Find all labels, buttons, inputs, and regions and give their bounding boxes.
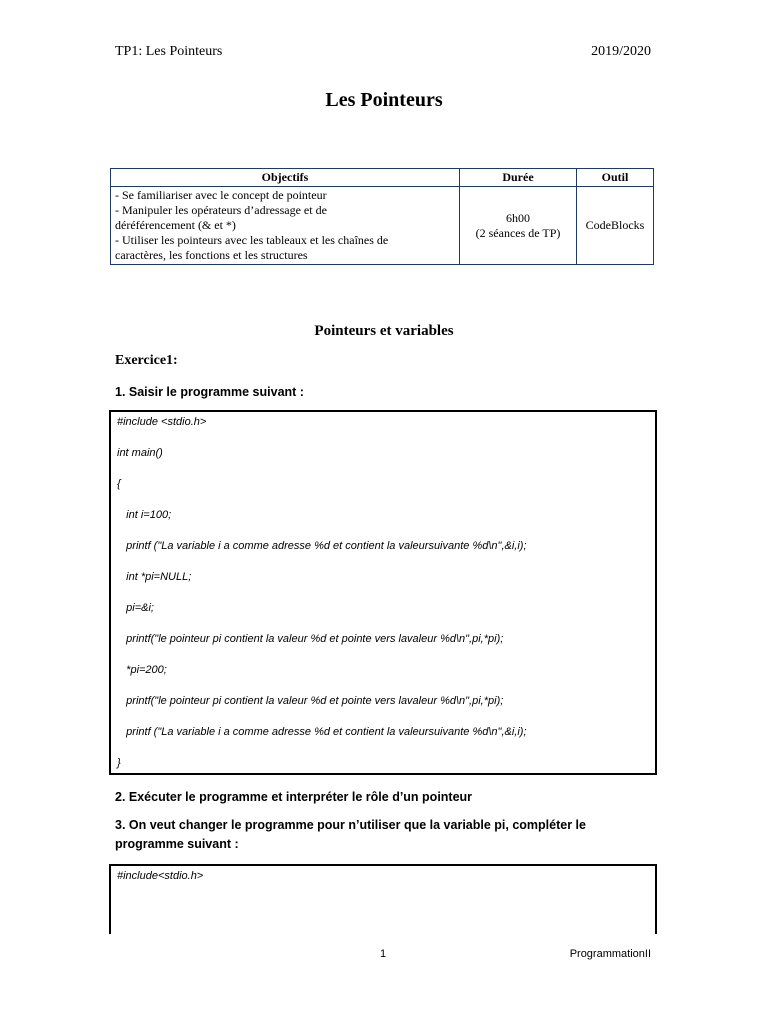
objective-line: - Utiliser les pointeurs avec les tableaux et les chaînes de — [115, 233, 389, 247]
code-line: { — [117, 478, 121, 490]
duration-cell — [460, 187, 577, 265]
objectives-cell — [111, 187, 460, 265]
duration-hours: 6h00 — [506, 210, 530, 225]
code-line: } — [117, 757, 121, 769]
table-header-row — [111, 169, 654, 187]
question-2: 2. Exécuter le programme et interpréter le rôle d’un pointeur — [115, 790, 473, 804]
code-line: *pi=200; — [117, 664, 167, 676]
header-outil: Outil — [577, 169, 654, 187]
page-title: Les Pointeurs — [325, 89, 443, 111]
header-duree: Durée — [460, 169, 577, 187]
exercise-title: Exercice1: — [115, 353, 178, 368]
page-number: 1 — [380, 948, 387, 960]
tool-cell: CodeBlocks — [577, 187, 654, 265]
duration-sessions: (2 séances de TP) — [475, 225, 561, 240]
code-line: pi=&i; — [117, 602, 154, 614]
code-block-2 — [109, 864, 657, 934]
objective-line: - Manipuler les opérateurs d’adressage et de — [115, 203, 327, 217]
code-line: #include <stdio.h> — [117, 416, 207, 428]
code-line: printf ("La variable i a comme adresse %d et contient la valeursuivante %d\n",&i,i); — [117, 540, 527, 552]
code-line: int *pi=NULL; — [117, 571, 192, 583]
objective-line: - Se familiariser avec le concept de pointeur — [115, 188, 327, 202]
code-line: printf ("La variable i a comme adresse %d et contient la valeursuivante %d\n",&i,i); — [117, 726, 527, 738]
code-block-1 — [109, 410, 657, 775]
objectives-table — [110, 168, 654, 265]
question-3: 3. On veut changer le programme pour n’utiliser que la variable pi, compléter le programme suivant : — [115, 818, 586, 851]
table-row — [111, 187, 654, 265]
header-left: TP1: Les Pointeurs — [115, 44, 223, 59]
section-title: Pointeurs et variables — [314, 323, 454, 339]
objective-line: déréférencement (& et *) — [115, 218, 236, 232]
code-line: int main() — [117, 447, 163, 459]
objective-line: caractères, les fonctions et les structures — [115, 248, 308, 262]
footer-course: ProgrammationII — [569, 948, 651, 960]
header-right: 2019/2020 — [591, 44, 651, 59]
question-1: 1. Saisir le programme suivant : — [115, 385, 304, 399]
code-line: printf("le pointeur pi contient la valeur %d et pointe vers lavaleur %d\n",pi,*pi); — [117, 695, 504, 707]
header-objectifs: Objectifs — [111, 169, 460, 187]
code-line: printf("le pointeur pi contient la valeur %d et pointe vers lavaleur %d\n",pi,*pi); — [117, 633, 504, 645]
code-line: int i=100; — [117, 509, 172, 521]
code-line: #include<stdio.h> — [117, 870, 204, 882]
